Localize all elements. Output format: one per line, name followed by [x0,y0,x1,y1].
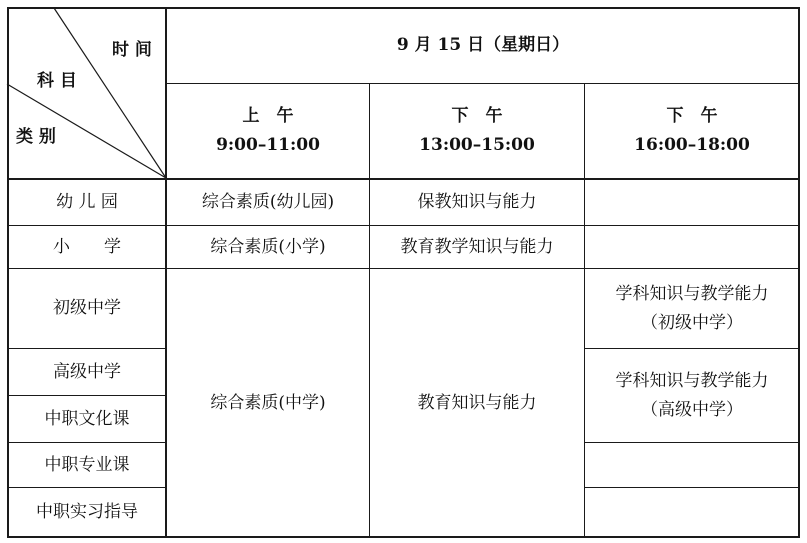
border-left [7,7,9,538]
diagonal-line-upper [54,8,166,178]
cell-senior-late-afternoon [585,349,799,442]
grid-h-header [7,178,800,180]
session-morning [167,84,369,178]
category-vocational-culture: 中职文化课 [44,408,130,429]
grid-h-culture-left [7,442,166,443]
header-label-time: 时 间 [112,40,152,60]
category-primary: 小 学 [53,236,121,257]
session-late-afternoon-period: 下 午 [666,106,718,126]
cell-secondary-afternoon: 教育知识与能力 [417,392,537,413]
border-bottom [7,536,800,538]
cell-primary-afternoon: 教育教学知识与能力 [400,236,554,257]
session-afternoon [370,84,584,178]
header-label-subject: 科 目 [37,71,77,91]
diagonal-header-lines [0,0,167,180]
session-morning-period: 上 午 [242,106,294,126]
junior-subject-line2: （初级中学） [641,312,743,333]
category-vocational-practice: 中职实习指导 [36,502,138,522]
senior-subject-line1: 学科知识与教学能力 [615,370,769,391]
grid-v-afternoon [584,83,585,538]
grid-h-senior [7,395,166,396]
grid-h-junior-left [7,348,166,349]
border-right [798,7,800,538]
session-morning-time: 9:00–11:00 [216,135,320,155]
junior-subject-line1: 学科知识与教学能力 [615,283,769,304]
grid-h-kindergarten [7,225,800,226]
senior-subject-line2: （高级中学） [641,399,743,420]
category-kindergarten: 幼 儿 园 [56,192,118,212]
grid-h-culture-right [584,442,800,443]
grid-h-primary [7,268,800,269]
exam-date: 9 月 15 日（星期日） [396,35,570,55]
cell-secondary-morning: 综合素质(中学) [210,392,326,413]
grid-h-date [166,83,800,84]
border-top [7,7,800,9]
session-afternoon-time: 13:00–15:00 [419,135,535,155]
category-junior-middle: 初级中学 [53,298,121,318]
grid-h-junior-right [584,348,800,349]
grid-h-professional-left [7,487,166,488]
grid-v-morning [369,83,370,538]
cell-junior-late-afternoon [585,269,799,348]
session-late-afternoon [585,84,799,178]
session-afternoon-period: 下 午 [451,106,503,126]
category-senior-middle: 高级中学 [53,361,121,382]
grid-h-professional-right [584,487,800,488]
cell-kindergarten-afternoon: 保教知识与能力 [417,192,537,212]
cell-primary-morning: 综合素质(小学) [210,236,326,257]
grid-v-category [165,7,167,538]
cell-kindergarten-morning: 综合素质(幼儿园) [201,192,335,212]
category-vocational-professional: 中职专业课 [44,454,130,475]
session-late-afternoon-time: 16:00–18:00 [634,135,750,155]
header-label-category: 类 别 [16,127,56,147]
